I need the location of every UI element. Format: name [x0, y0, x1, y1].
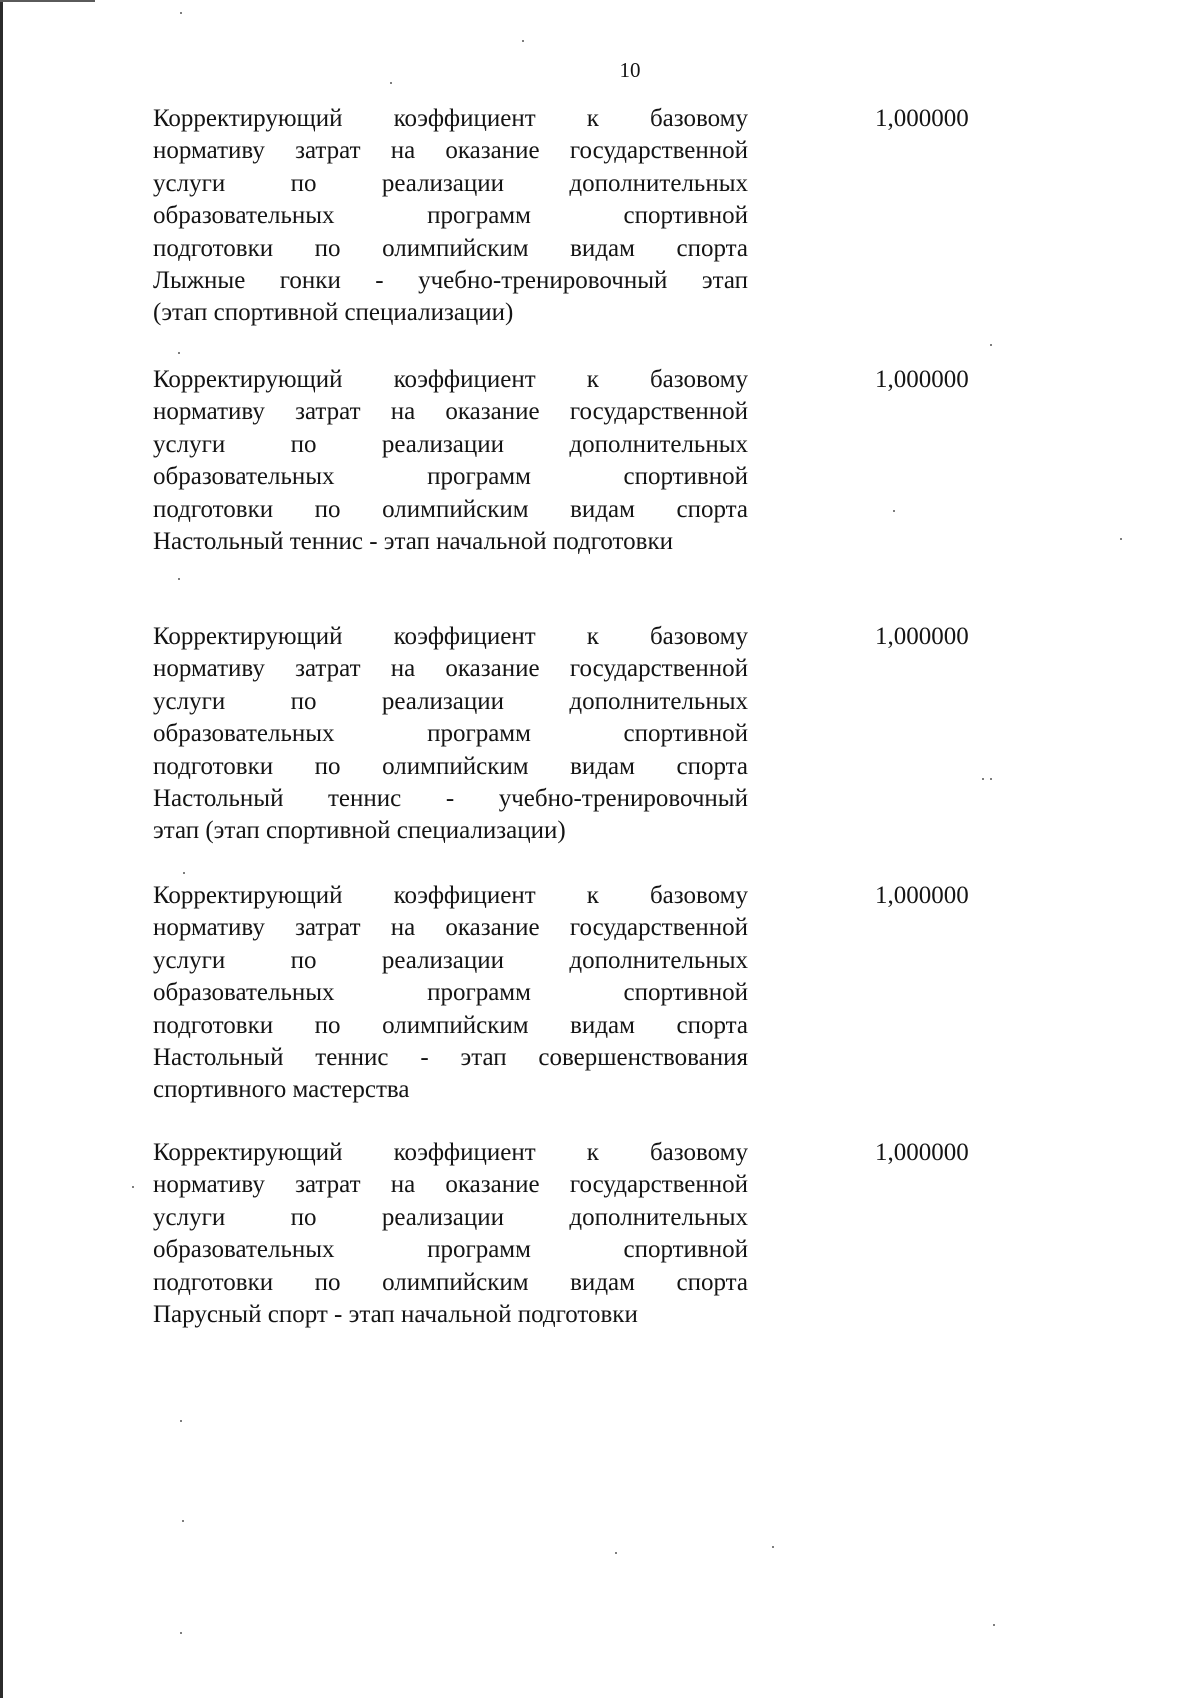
scan-speck — [990, 344, 992, 346]
coefficient-value: 1,000000 — [875, 623, 969, 650]
page-number: 10 — [619, 58, 641, 82]
entry-line: образовательных программ спортивной — [153, 720, 748, 748]
entry-description — [153, 621, 748, 848]
scan-speck — [982, 778, 984, 780]
entry-line: спортивного мастерства — [153, 1076, 410, 1104]
entry-description — [153, 103, 748, 330]
entry-line: нормативу затрат на оказание государственной — [153, 398, 748, 426]
entry-line: услуги по реализации дополнительных — [153, 169, 748, 197]
entry-line: Корректирующий коэффициент к базовому — [153, 366, 748, 393]
entry-line: услуги по реализации дополнительных — [153, 430, 748, 458]
scan-speck — [180, 12, 182, 14]
entry-line: подготовки по олимпийским видам спорта — [153, 234, 748, 262]
entry-description — [153, 880, 748, 1107]
scan-speck — [522, 40, 524, 42]
scan-speck — [182, 1520, 184, 1522]
entry-line: услуги по реализации дополнительных — [153, 687, 748, 715]
scan-edge-top — [0, 0, 95, 2]
scan-speck — [615, 1552, 617, 1554]
coefficient-entry — [153, 621, 1013, 848]
entry-line: образовательных программ спортивной — [153, 1236, 748, 1264]
entry-line: нормативу затрат на оказание государственной — [153, 914, 748, 942]
coefficient-entry — [153, 364, 1013, 558]
coefficient-entry — [153, 103, 1013, 330]
entry-description — [153, 364, 748, 558]
entry-line: образовательных программ спортивной — [153, 979, 748, 1007]
entry-description — [153, 1137, 748, 1331]
entry-line: Настольный теннис - этап начальной подготовки — [153, 528, 673, 556]
entry-line: подготовки по олимпийским видам спорта — [153, 1011, 748, 1039]
entry-line: образовательных программ спортивной — [153, 202, 748, 230]
entry-line: Лыжные гонки - учебно-тренировочный этап — [153, 267, 748, 295]
entry-line: Настольный теннис - учебно-тренировочный — [153, 785, 748, 813]
entry-line: подготовки по олимпийским видам спорта — [153, 1268, 748, 1296]
entry-line: Парусный спорт - этап начальной подготовки — [153, 1301, 638, 1329]
scan-speck — [178, 352, 180, 354]
entry-line: Настольный теннис - этап совершенствования — [153, 1044, 748, 1072]
coefficient-value: 1,000000 — [875, 882, 969, 909]
entry-line: (этап спортивной специализации) — [153, 299, 514, 327]
entry-line: Корректирующий коэффициент к базовому — [153, 1139, 748, 1166]
entry-line: нормативу затрат на оказание государственной — [153, 655, 748, 683]
coefficient-entry — [153, 1137, 1013, 1331]
entry-line: нормативу затрат на оказание государственной — [153, 1171, 748, 1199]
entry-line: услуги по реализации дополнительных — [153, 946, 748, 974]
scan-speck — [893, 510, 895, 512]
entry-line: Корректирующий коэффициент к базовому — [153, 105, 748, 132]
scan-edge-left — [0, 0, 3, 1698]
coefficient-entry — [153, 880, 1013, 1107]
entry-line: подготовки по олимпийским видам спорта — [153, 752, 748, 780]
scan-speck — [180, 1632, 182, 1634]
entry-line: подготовки по олимпийским видам спорта — [153, 495, 748, 523]
entry-line: услуги по реализации дополнительных — [153, 1203, 748, 1231]
scan-speck — [1120, 538, 1122, 540]
coefficient-value: 1,000000 — [875, 366, 969, 393]
scan-speck — [180, 1420, 182, 1422]
entry-line: образовательных программ спортивной — [153, 463, 748, 491]
entry-line: Корректирующий коэффициент к базовому — [153, 623, 748, 650]
scan-speck — [390, 82, 392, 84]
scan-speck — [132, 1186, 134, 1188]
entry-line: нормативу затрат на оказание государственной — [153, 137, 748, 165]
entry-line: этап (этап спортивной специализации) — [153, 817, 566, 845]
coefficient-value: 1,000000 — [875, 1139, 969, 1166]
scan-speck — [178, 578, 180, 580]
entry-line: Корректирующий коэффициент к базовому — [153, 882, 748, 909]
coefficient-value: 1,000000 — [875, 105, 969, 132]
scan-speck — [183, 872, 185, 874]
scan-speck — [772, 1546, 774, 1548]
scan-speck — [993, 1624, 995, 1626]
scan-speck — [990, 778, 992, 780]
